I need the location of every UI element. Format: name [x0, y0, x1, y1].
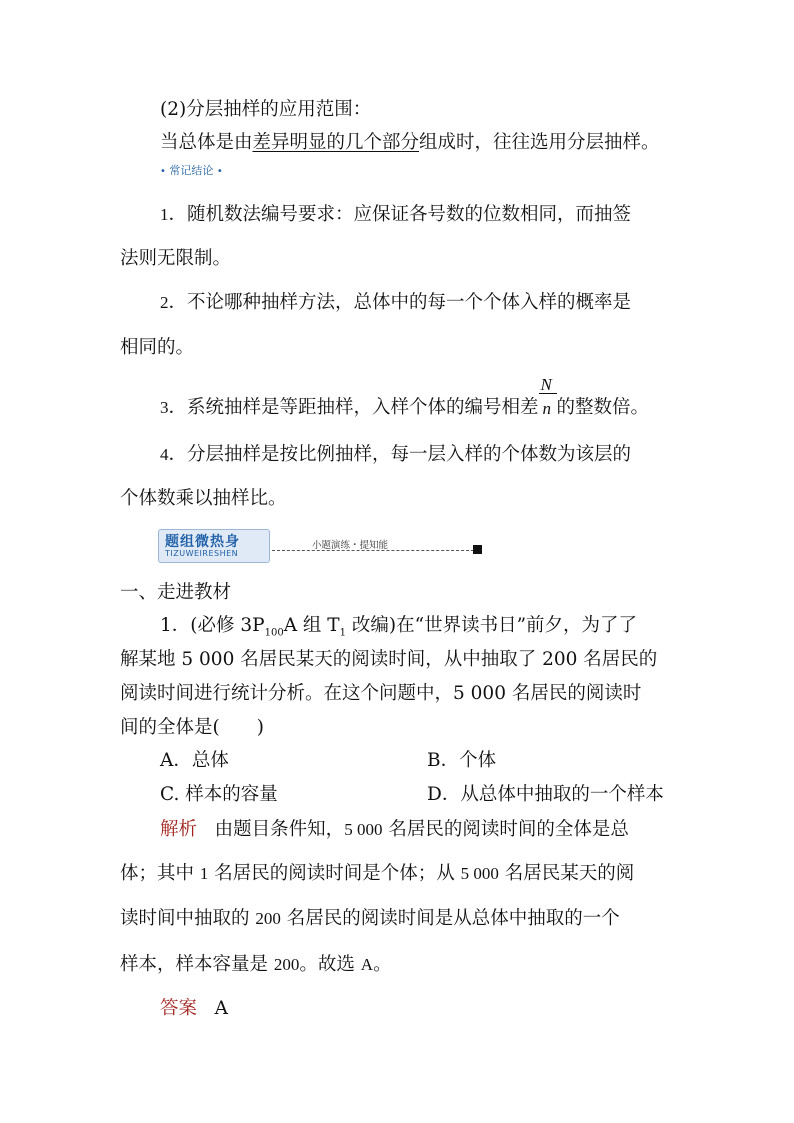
conclusion-text-end: 的整数倍。 [556, 397, 650, 418]
banner-box [158, 529, 270, 563]
conclusion-1-line2: 法则无限制。 [120, 248, 232, 269]
conclusion-4-line2: 个体数乘以抽样比。 [120, 488, 287, 509]
analysis-label: 解析 [160, 819, 198, 840]
conclusion-number: 2 [160, 293, 169, 312]
tag-common-conclusions [160, 163, 223, 179]
analysis-text: 由题目条件知， [214, 819, 345, 840]
conclusion-3 [160, 375, 650, 420]
sentence-suffix: 组成时，往往选用分层抽样。 [419, 132, 660, 153]
square-end-icon [473, 545, 482, 554]
fraction-n-over-n [539, 375, 557, 418]
question-line-1 [160, 614, 637, 646]
section-banner [158, 529, 488, 563]
conclusion-4-line1 [160, 443, 631, 467]
conclusion-number: 3 [160, 398, 169, 417]
answer-value: A [214, 998, 229, 1019]
banner-title: 题组微热身 [165, 534, 240, 550]
conclusion-text: ．不论哪种抽样方法，总体中的每一个个体入样的概率是 [168, 292, 632, 313]
question-text: A 组 T [283, 615, 340, 636]
analysis-text: 名居民的阅读时间是从总体中抽取的一个 [280, 908, 620, 929]
conclusion-2-line1 [160, 291, 631, 315]
analysis-text: 名居民的阅读时间的全体是总 [382, 819, 629, 840]
bullet-dot-icon: • [216, 166, 223, 177]
part-title: 一、走进教材 [120, 582, 232, 603]
analysis-line-2 [120, 862, 634, 886]
conclusion-2-line2: 相同的。 [120, 337, 195, 358]
analysis-number: 1 [199, 864, 209, 883]
option-c: C. 样本的容量 [160, 784, 278, 805]
section-sentence [160, 131, 660, 155]
question-line-2: 解某地 5 000 名居民某天的阅读时间，从中抽取了 200 名居民的 [120, 649, 658, 670]
question-line-4: 间的全体是( ) [120, 717, 264, 738]
subscript: 1 [339, 627, 347, 639]
analysis-number: 5 000 [344, 820, 383, 839]
fraction-bar [539, 393, 557, 394]
answer-label: 答案 [160, 998, 198, 1019]
analysis-line-4 [120, 953, 392, 977]
conclusion-number: 4 [160, 445, 169, 464]
option-d: D．从总体中抽取的一个样本 [427, 784, 664, 805]
option-a: A．总体 [160, 750, 229, 771]
banner-subtitle: TIZUWEIRESHEN [165, 549, 239, 558]
analysis-text: 样本，样本容量是 [120, 954, 274, 975]
analysis-number: 200 [273, 955, 300, 974]
question-line-3: 阅读时间进行统计分析。在这个问题中，5 000 名居民的阅读时 [120, 683, 642, 704]
analysis-text: 。 [373, 954, 392, 975]
analysis-text: 。故选 [299, 954, 361, 975]
conclusion-number: 1 [160, 205, 169, 224]
option-b: B．个体 [427, 750, 497, 771]
analysis-number: 200 [255, 909, 281, 928]
question-text: 改编)在“世界读书日”前夕，为了了 [346, 615, 638, 636]
fraction-numerator: N [540, 375, 552, 394]
section-heading: (2)分层抽样的应用范围： [160, 99, 372, 120]
analysis-text: 名居民某天的阅 [498, 863, 635, 884]
sentence-prefix: 当总体是由 [160, 132, 253, 153]
sentence-underlined: 差异明显的几个部分 [252, 132, 420, 153]
analysis-number: A [360, 955, 374, 974]
analysis-text: 读时间中抽取的 [120, 908, 256, 929]
conclusion-text: ．系统抽样是等距抽样，入样个体的编号相差 [168, 397, 539, 418]
bullet-dot-icon: • [160, 166, 166, 177]
subscript: 100 [264, 627, 284, 639]
analysis-text: 名居民的阅读时间是个体；从 [208, 863, 461, 884]
question-text: 1．(必修 3P [160, 615, 265, 636]
conclusion-1-line1 [160, 203, 631, 227]
analysis-number: 5 000 [460, 864, 499, 883]
analysis-line-3 [120, 907, 620, 931]
analysis-line-1 [160, 818, 629, 842]
conclusion-text: ．随机数法编号要求：应保证各号数的位数相同，而抽签 [168, 204, 632, 225]
banner-slogan: 小题演练・提知能 [312, 540, 389, 551]
fraction-denominator: n [542, 399, 552, 418]
answer-line [160, 997, 228, 1021]
conclusion-text: ．分层抽样是按比例抽样，每一层入样的个体数为该层的 [168, 444, 632, 465]
tag-label: 常记结论 [169, 164, 214, 177]
analysis-text: 体；其中 [120, 863, 200, 884]
